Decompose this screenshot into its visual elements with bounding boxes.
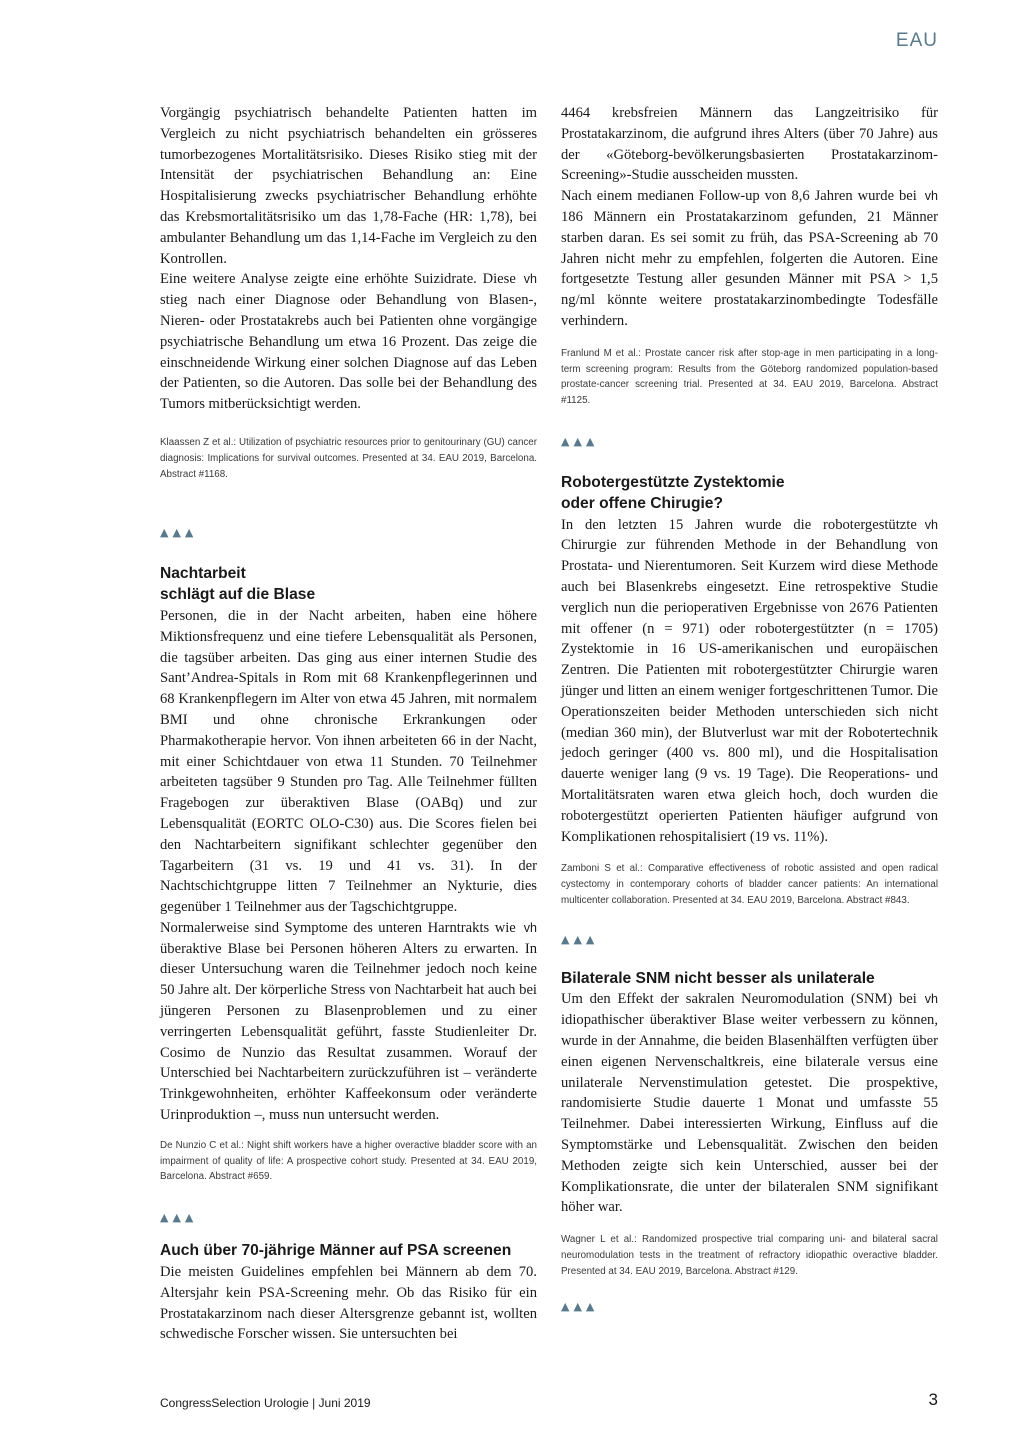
article-paragraph: 4464 krebsfreien Männern das Langzeitrisiko für Prostatakarzinom, die aufgrund ihres Alters (über 70 Jahre) aus der «Göteborg-bevölkerungsbasierten Prostatakarzinom-Screening»-Studie ausscheiden mussten. [561,105,938,184]
reference: Zamboni S et al.: Comparative effectiveness of robotic assisted and open radical cystectomy in contemporary cohorts of bladder cancer patients: An international multicenter collaboration. Presented at 34. EAU 2019, Barcelona. Abstract #843. [561,863,938,906]
author-signature: vh [924,992,938,1007]
article-heading: schlägt auf die Blase [160,586,316,604]
section-tag: EAU [895,30,938,51]
author-signature: vh [924,189,938,204]
reference: Klaassen Z et al.: Utilization of psychiatric resources prior to genitourinary (GU) cancer diagnosis: Implications for survival outcomes. Presented at 34. EAU 2019, Barcelona. Abstract #1168. [160,436,537,480]
article-paragraph: vh In den letzten 15 Jahren wurde die robotergestützte Chirurgie zur führenden Methode in der Behandlung von Prostata- und Nierentumoren. Seit Kurzem wird diese Methode auch bei Blasenkrebs eingesetzt. Eine retrospektive Studie verglich nun die perioperativen Ergebnisse von 2676 Patienten mit offener (n = 971) oder robotergestützter (n = 1705) Zystektomie in 16 US-amerikanischen und europäischen Zentren. Die Patienten mit robotergestützter Chirurgie waren jünger und litten an einem weniger fortgeschrittenen Tumor. Die Operationszeiten beider Methoden unterschieden sich nicht (median 360 min), der Blutverlust war mit der Robotertechnik jedoch geringer (400 vs. 800 ml), und die Hospitalisation dauerte weniger lang (9 vs. 19 Tage). Die Reoperations- und Mortalitätsraten waren etwa gleich hoch, doch wurden die robotergestützt operierten Patienten häufiger aufgrund von Komplikationen rehospitalisiert (19 vs. 11%). [561,516,938,845]
triangle-separator-icon: ▲▲▲ [160,1211,198,1225]
triangle-separator-icon: ▲▲▲ [561,1299,599,1313]
article-heading: Bilaterale SNM nicht besser als unilaterale [561,969,875,987]
article-paragraph: Die meisten Guidelines empfehlen bei Männern ab dem 70. Altersjahr kein PSA-Screening mehr. Ob das Risiko für ein Prostatakarzinom nach dieser Altersgrenze gebannt ist, wollten schwedische Forscher wissen. Sie untersuchten bei [160,1264,537,1343]
article-paragraph: vh Eine weitere Analyse zeigte eine erhöhte Suizidrate. Diese stieg nach einer Diagnose oder Behandlung von Blasen-, Nieren- oder Prostatakrebs auch bei Patienten ohne vorgängige psychiatrische Behandlung um etwa 16 Prozent. Das zeige die einschneidende Wirkung einer solchen Diagnose auf das Leben der Patienten, so die Autoren. Das solle bei der Behandlung des Tumors mitberücksichtigt werden. [160,271,537,413]
article-paragraph: vh Um den Effekt der sakralen Neuromodulation (SNM) bei idiopathischer überaktiver Blase weiter verbessern zu können, wurde in der Annahme, die beiden Blasenhälften verfügten über einen eigenen Nervenschaltkreis, eine bilaterale versus eine unilaterale Nervenstimulation getestet. Die prospektive, randomisierte Studie dauerte 1 Monat und umfasste 55 Teilnehmer. Dabei interessierten Wirkung, Einfluss auf die Symptomstärke und Lebensqualität. Zwischen den beiden Methoden zeigte sich kein Unterschied, ausser bei der Komplikationsrate, die unter der bilateralen SNM signifikant höher war. [561,991,938,1216]
article-paragraph: vh Normalerweise sind Symptome des unteren Harntrakts wie überaktive Blase bei Personen höheren Alters zu erwarten. In dieser Untersuchung waren die Teilnehmer jedoch noch keine 50 Jahre alt. Der körperliche Stress von Nachtarbeit hat auch bei jüngeren Personen zu Blasenproblemen und zu einer verringerten Lebensqualität geführt, fasste Studienleiter Dr. Cosimo de Nunzio das Resultat zusammen. Worauf der Unterschied bei Nachtarbeitern zurückzuführen ist – veränderte Trinkgewohnheiten, erhöhter Kaffeekonsum oder veränderte Urinproduktion –, muss nun untersucht werden. [160,919,537,1124]
triangle-separator-icon: ▲▲▲ [561,434,599,448]
reference: Franlund M et al.: Prostate cancer risk after stop-age in men participating in a long-term screening program: Results from the Göteborg randomized population-based prostate-cancer screening trial. Presented at 34. EAU 2019, Barcelona. Abstract #1125. [561,347,938,407]
publication-footer: CongressSelection Urologie | Juni 2019 [160,1396,371,1410]
article-paragraph: vh Nach einem medianen Follow-up von 8,6 Jahren wurde bei 186 Männern ein Prostatakarzinom gefunden, 21 Männer starben daran. Es sei somit zu früh, das PSA-Screening ab 70 Jahren nicht mehr zu empfehlen, folgerten die Autoren. Eine fortgesetzte Testung aller gesunden Männer mit PSA > 1,5 ng/ml könnte weitere prostatakarzinombedingte Todesfälle verhindern. [561,188,938,329]
reference: De Nunzio C et al.: Night shift workers have a higher overactive bladder score with an impairment of quality of life: A prospective cohort study. Presented at 34. EAU 2019, Barcelona. Abstract #659. [160,1139,537,1183]
article-paragraph: Personen, die in der Nacht arbeiten, haben eine höhere Miktionsfrequenz und eine tiefere Lebensqualität als Personen, die tagsüber arbeiten. Das ging aus einer internen Studie des Sant’Andrea-Spitals in Rom mit 68 Krankenpflegerinnen und 68 Krankenpflegern im Alter von etwa 45 Jahren, mit normalem BMI und ohne chronische Erkrankungen oder Pharmakotherapie hervor. Von ihnen arbeiteten 66 in der Nacht, mit einer Schichtdauer von etwa 11 Stunden. 70 Teilnehmer arbeiteten tagsüber 9 Stunden pro Tag. Alle Teilnehmer füllten Fragebogen zur überaktiven Blase (OABq) und zur Lebensqualität (EORTC OLO-C30) aus. Die Scores fielen bei den Nachtarbeitern signifikant schlechter gegenüber den Tagarbeitern (31 vs. 19 und 41 vs. 31). In der Nachtschichtgruppe litten 7 Teilnehmer an Nykturie, dies gegenüber 1 Teilnehmer aus der Tagschichtgruppe. [160,607,537,916]
article-heading: Robotergestützte Zystektomie [561,473,785,491]
article-heading: oder offene Chirugie? [561,494,724,512]
article-heading: Auch über 70-jährige Männer auf PSA screenen [160,1242,512,1260]
left-column [160,103,537,1345]
reference: Wagner L et al.: Randomized prospective trial comparing uni- and bilateral sacral neuromodulation tests in the treatment of refractory idiopathic overactive bladder. Presented at 34. EAU 2019, Barcelona. Abstract #129. [561,1234,938,1277]
author-signature: vh [523,920,537,935]
triangle-separator-icon: ▲▲▲ [160,526,198,540]
article-paragraph: Vorgängig psychiatrisch behandelte Patienten hatten im Vergleich zu nicht psychiatrisch behandelten ein grösseres tumorbezogenes Mortalitätsrisiko. Dieses Risiko stieg mit der Intensität der psychiatrischen Behandlung an: Eine Hospitalisierung zwecks psychiatrischer Behandlung erhöhte das Krebsmortalitätsrisiko um das 1,78-Fache (HR: 1,78), bei ambulanter Behandlung um das 1,14-Fache im Vergleich zu den Kontrollen. [160,105,537,267]
page-number: 3 [928,1390,938,1409]
author-signature: vh [523,272,537,287]
right-column [561,103,938,1314]
article-heading: Nachtarbeit [160,565,246,583]
author-signature: vh [924,517,938,532]
triangle-separator-icon: ▲▲▲ [561,932,599,946]
